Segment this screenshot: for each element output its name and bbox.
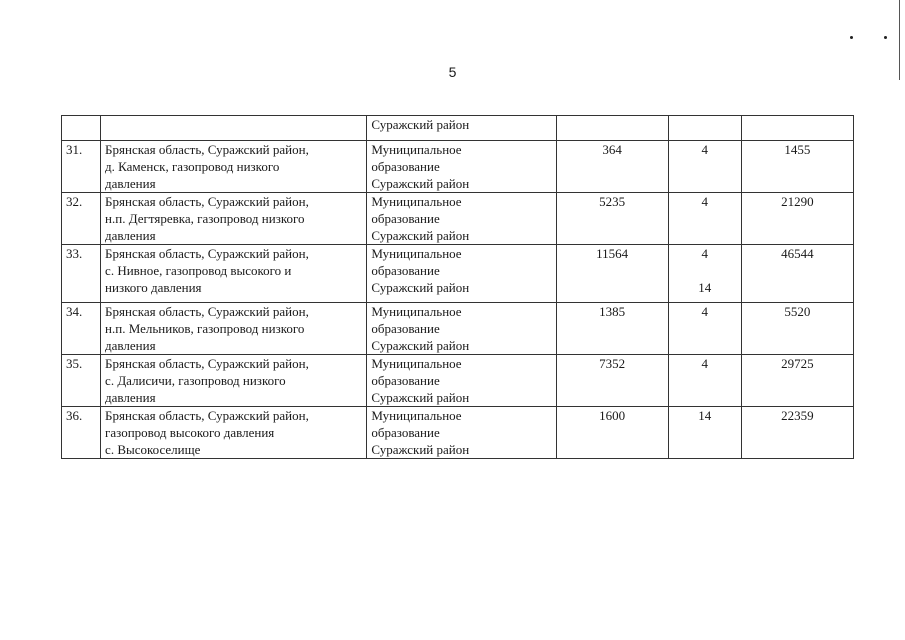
owner-line: Суражский район bbox=[371, 176, 470, 191]
length-value bbox=[556, 116, 668, 141]
object-line: н.п. Дегтяревка, газопровод низкого bbox=[105, 211, 305, 226]
object-line: низкого давления bbox=[105, 280, 202, 295]
object-line: с. Далисичи, газопровод низкого bbox=[105, 373, 286, 388]
owner bbox=[367, 303, 556, 355]
object-line: д. Каменск, газопровод низкого bbox=[105, 159, 280, 174]
table-row bbox=[62, 141, 854, 193]
object-description bbox=[101, 245, 367, 303]
pressure-line: 4 bbox=[701, 142, 709, 157]
pressure-line: 14 bbox=[698, 280, 712, 295]
cost-value: 46544 bbox=[741, 245, 853, 303]
owner bbox=[367, 141, 556, 193]
owner-line: Суражский район bbox=[371, 228, 470, 243]
cost-value: 1455 bbox=[741, 141, 853, 193]
owner-line: образование bbox=[371, 321, 440, 336]
object-description bbox=[101, 116, 367, 141]
row-number: 33. bbox=[62, 245, 101, 303]
owner-line: образование bbox=[371, 211, 440, 226]
gas-pipeline-table bbox=[61, 115, 854, 459]
owner-line: Муниципальное bbox=[371, 356, 462, 371]
pressure-value bbox=[668, 193, 741, 245]
length-value: 7352 bbox=[556, 355, 668, 407]
object-line: н.п. Мельников, газопровод низкого bbox=[105, 321, 305, 336]
row-number: 34. bbox=[62, 303, 101, 355]
object-description bbox=[101, 407, 367, 459]
object-line: газопровод высокого давления bbox=[105, 425, 275, 440]
owner-line: Муниципальное bbox=[371, 194, 462, 209]
owner-line: Муниципальное bbox=[371, 408, 462, 423]
object-line: с. Нивное, газопровод высокого и bbox=[105, 263, 292, 278]
object-description bbox=[101, 141, 367, 193]
row-number: 31. bbox=[62, 141, 101, 193]
owner-line: образование bbox=[371, 159, 440, 174]
length-value: 5235 bbox=[556, 193, 668, 245]
cost-value: 5520 bbox=[741, 303, 853, 355]
pressure-line: 4 bbox=[701, 304, 709, 319]
object-line: давления bbox=[105, 228, 156, 243]
table-body bbox=[62, 116, 854, 459]
owner-line: Суражский район bbox=[371, 442, 470, 457]
object-line: Брянская область, Суражский район, bbox=[105, 246, 309, 261]
object-description bbox=[101, 193, 367, 245]
owner bbox=[367, 407, 556, 459]
owner-line: образование bbox=[371, 373, 440, 388]
object-line: Брянская область, Суражский район, bbox=[105, 142, 309, 157]
object-line: давления bbox=[105, 338, 156, 353]
pressure-line: 4 bbox=[701, 246, 709, 261]
cost-value: 29725 bbox=[741, 355, 853, 407]
owner-line: Суражский район bbox=[371, 338, 470, 353]
length-value: 1385 bbox=[556, 303, 668, 355]
length-value: 364 bbox=[556, 141, 668, 193]
cost-value bbox=[741, 116, 853, 141]
table-row bbox=[62, 355, 854, 407]
pressure-line: 4 bbox=[701, 194, 709, 209]
owner-line: образование bbox=[371, 425, 440, 440]
table-row bbox=[62, 407, 854, 459]
object-description bbox=[101, 355, 367, 407]
table-row bbox=[62, 245, 854, 303]
owner-line: Суражский район bbox=[371, 117, 470, 132]
pressure-line: 14 bbox=[698, 408, 712, 423]
owner-line: Муниципальное bbox=[371, 142, 462, 157]
owner-line: образование bbox=[371, 263, 440, 278]
table-row bbox=[62, 303, 854, 355]
owner bbox=[367, 355, 556, 407]
pressure-value bbox=[668, 303, 741, 355]
table-row bbox=[62, 116, 854, 141]
cost-value: 22359 bbox=[741, 407, 853, 459]
pressure-value bbox=[668, 355, 741, 407]
object-line: Брянская область, Суражский район, bbox=[105, 408, 309, 423]
pressure-line: 4 bbox=[701, 356, 709, 371]
object-line: давления bbox=[105, 176, 156, 191]
page-number: 5 bbox=[448, 64, 457, 80]
object-line: Брянская область, Суражский район, bbox=[105, 194, 309, 209]
pressure-value bbox=[668, 245, 741, 303]
object-line: с. Высокоселище bbox=[105, 442, 201, 457]
length-value: 11564 bbox=[556, 245, 668, 303]
object-line: Брянская область, Суражский район, bbox=[105, 304, 309, 319]
pressure-value bbox=[668, 141, 741, 193]
scan-dot-left bbox=[850, 36, 853, 39]
pressure-value bbox=[668, 116, 741, 141]
owner bbox=[367, 245, 556, 303]
owner bbox=[367, 193, 556, 245]
object-line: давления bbox=[105, 390, 156, 405]
object-description bbox=[101, 303, 367, 355]
length-value: 1600 bbox=[556, 407, 668, 459]
row-number bbox=[62, 116, 101, 141]
owner-line: Муниципальное bbox=[371, 246, 462, 261]
cost-value: 21290 bbox=[741, 193, 853, 245]
scan-dot-right bbox=[884, 36, 887, 39]
row-number: 36. bbox=[62, 407, 101, 459]
pressure-value bbox=[668, 407, 741, 459]
table-row bbox=[62, 193, 854, 245]
owner bbox=[367, 116, 556, 141]
owner-line: Суражский район bbox=[371, 280, 470, 295]
owner-line: Суражский район bbox=[371, 390, 470, 405]
row-number: 35. bbox=[62, 355, 101, 407]
object-line: Брянская область, Суражский район, bbox=[105, 356, 309, 371]
owner-line: Муниципальное bbox=[371, 304, 462, 319]
row-number: 32. bbox=[62, 193, 101, 245]
